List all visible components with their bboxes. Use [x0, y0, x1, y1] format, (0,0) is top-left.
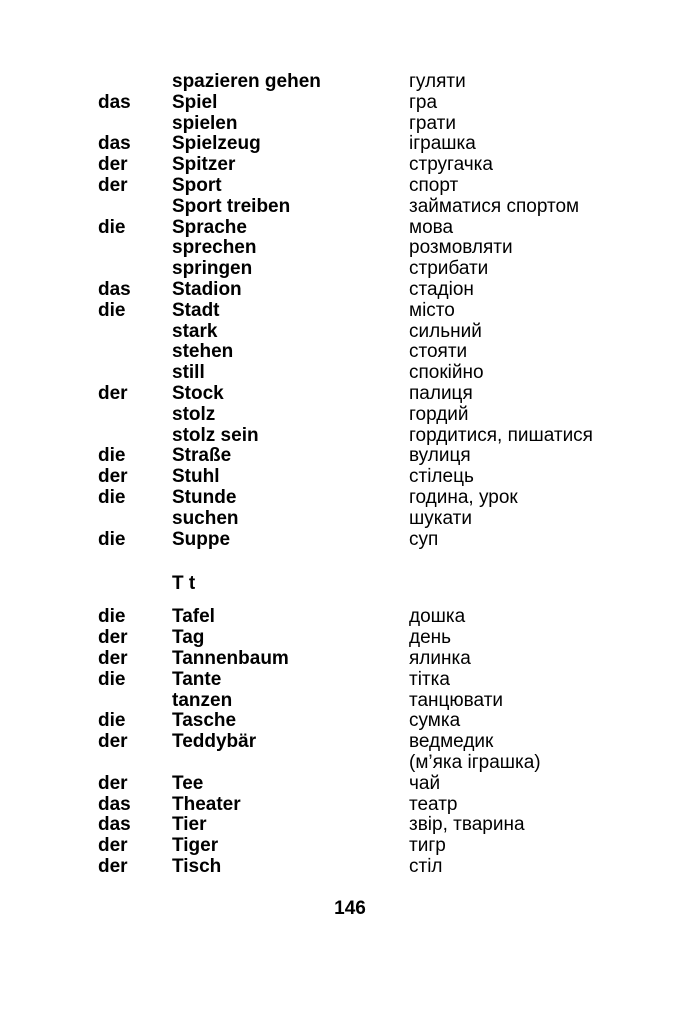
dictionary-row: [0, 71, 700, 92]
entry-translation: мова: [409, 216, 454, 238]
entry-translation: гордитися, пишатися: [409, 424, 593, 446]
entry-word: stolz: [172, 403, 216, 425]
dictionary-row: [0, 113, 700, 134]
entry-word: Teddybär: [172, 731, 257, 753]
dictionary-row: [0, 466, 700, 487]
entry-word: Spielzeug: [172, 133, 261, 155]
entry-word: Tee: [172, 772, 204, 794]
dictionary-row: [0, 669, 700, 690]
entry-article: das: [98, 814, 131, 836]
section-spacer: [0, 549, 700, 573]
entry-word: Sport: [172, 174, 222, 196]
entry-translation: сильний: [409, 320, 482, 342]
entry-translation: день: [409, 627, 452, 649]
entry-word: stark: [172, 320, 218, 342]
dictionary-row: [0, 487, 700, 508]
entry-translation: стояти: [409, 341, 468, 363]
entry-word: Sprache: [172, 216, 247, 238]
entry-word: Straße: [172, 445, 232, 467]
dictionary-row: [0, 92, 700, 113]
entry-translation: стілець: [409, 466, 474, 488]
entry-translation: палиця: [409, 382, 473, 404]
entry-translation: стрибати: [409, 258, 489, 280]
dictionary-row: [0, 752, 700, 773]
entry-word: tanzen: [172, 689, 233, 711]
entry-word: stolz sein: [172, 424, 259, 446]
entry-article: die: [98, 445, 126, 467]
dictionary-row: [0, 425, 700, 446]
entry-word: Sport treiben: [172, 195, 291, 217]
entry-translation: займатися спортом: [409, 195, 580, 217]
entry-article: der: [98, 855, 128, 877]
section-heading-row: [0, 573, 700, 606]
entry-word: Tag: [172, 627, 205, 649]
entry-article: die: [98, 668, 126, 690]
dictionary-row: [0, 175, 700, 196]
dictionary-row: [0, 154, 700, 175]
entry-translation: гра: [409, 91, 438, 113]
entry-word: Stadt: [172, 299, 220, 321]
dictionary-row: [0, 404, 700, 425]
entry-article: die: [98, 299, 126, 321]
dictionary-row: [0, 773, 700, 794]
dictionary-row: [0, 445, 700, 466]
dictionary-row: [0, 508, 700, 529]
entry-word: Tasche: [172, 710, 237, 732]
entry-word: stehen: [172, 341, 234, 363]
entry-word: sprechen: [172, 237, 257, 259]
entry-article: die: [98, 528, 126, 550]
dictionary-row: [0, 133, 700, 154]
entry-article: der: [98, 835, 128, 857]
dictionary-row: [0, 321, 700, 342]
entry-article: der: [98, 382, 128, 404]
entry-translation: танцювати: [409, 689, 504, 711]
dictionary-row: [0, 196, 700, 217]
entry-word: suchen: [172, 507, 239, 529]
entry-word: Tante: [172, 668, 222, 690]
entry-translation: дошка: [409, 606, 466, 628]
entry-word: Stunde: [172, 486, 237, 508]
dictionary-row: [0, 814, 700, 835]
dictionary-row: [0, 341, 700, 362]
entry-article: der: [98, 772, 128, 794]
entry-word: Tannenbaum: [172, 647, 289, 669]
entry-translation: сумка: [409, 710, 461, 732]
dictionary-row: [0, 690, 700, 711]
dictionary-row: [0, 710, 700, 731]
entry-word: still: [172, 362, 205, 384]
entry-article: die: [98, 710, 126, 732]
entry-translation: звір, тварина: [409, 814, 525, 836]
entry-translation: суп: [409, 528, 439, 550]
entry-translation: шукати: [409, 507, 472, 529]
dictionary-entries: [0, 71, 700, 877]
entry-translation: грати: [409, 112, 456, 134]
entry-word: Suppe: [172, 528, 231, 550]
entry-word: Tiger: [172, 835, 219, 857]
entry-word: Theater: [172, 793, 241, 815]
entry-word: Tafel: [172, 606, 215, 628]
entry-word: Spiel: [172, 91, 218, 113]
dictionary-row: [0, 606, 700, 627]
entry-translation: спорт: [409, 174, 459, 196]
entry-translation: година, урок: [409, 486, 518, 508]
entry-article: das: [98, 793, 131, 815]
entry-article: der: [98, 154, 128, 176]
entry-translation: гуляти: [409, 71, 466, 92]
entry-article: das: [98, 278, 131, 300]
entry-word: Tisch: [172, 855, 222, 877]
dictionary-row: [0, 300, 700, 321]
entry-translation: спокійно: [409, 362, 484, 384]
dictionary-row: [0, 731, 700, 752]
entry-article: der: [98, 466, 128, 488]
dictionary-row: [0, 627, 700, 648]
entry-article: die: [98, 486, 126, 508]
dictionary-row: [0, 362, 700, 383]
entry-word: Stadion: [172, 278, 242, 300]
entry-word: springen: [172, 258, 253, 280]
entry-translation: вулиця: [409, 445, 471, 467]
entry-article: die: [98, 216, 126, 238]
entry-article: der: [98, 627, 128, 649]
entry-translation: стадіон: [409, 278, 474, 300]
entry-translation: іграшка: [409, 133, 476, 155]
dictionary-row: [0, 383, 700, 404]
entry-translation: гордий: [409, 403, 469, 425]
entry-article: das: [98, 91, 131, 113]
entry-translation: тітка: [409, 668, 450, 690]
dictionary-row: [0, 237, 700, 258]
dictionary-row: [0, 794, 700, 815]
entry-article: der: [98, 174, 128, 196]
entry-word: Stock: [172, 382, 224, 404]
dictionary-row: [0, 856, 700, 877]
entry-translation: розмовляти: [409, 237, 513, 259]
entry-translation: стругачка: [409, 154, 493, 176]
section-letter-heading: T t: [172, 573, 196, 595]
entry-translation: тигр: [409, 835, 446, 857]
entry-word: spielen: [172, 112, 238, 134]
dictionary-row: [0, 529, 700, 550]
dictionary-row: [0, 835, 700, 856]
entry-translation: ведмедик: [409, 731, 494, 753]
entry-translation: місто: [409, 299, 455, 321]
entry-translation: театр: [409, 793, 458, 815]
entry-article: die: [98, 606, 126, 628]
dictionary-row: [0, 648, 700, 669]
entry-translation: чай: [409, 772, 441, 794]
entry-article: der: [98, 647, 128, 669]
entry-translation: стіл: [409, 855, 443, 877]
dictionary-row: [0, 217, 700, 238]
entry-article: der: [98, 731, 128, 753]
entry-word: Spitzer: [172, 154, 236, 176]
entry-translation: ялинка: [409, 647, 471, 669]
page-number: 146: [334, 898, 366, 919]
entry-translation: (м’яка іграшка): [409, 751, 541, 773]
dictionary-row: [0, 279, 700, 300]
entry-word: Stuhl: [172, 466, 220, 488]
entry-word: spazieren gehen: [172, 71, 321, 92]
dictionary-row: [0, 258, 700, 279]
entry-article: das: [98, 133, 131, 155]
entry-word: Tier: [172, 814, 207, 836]
